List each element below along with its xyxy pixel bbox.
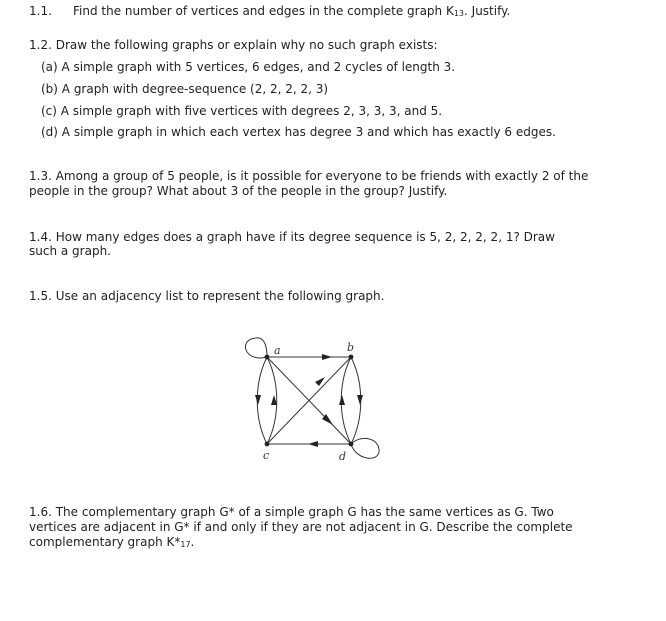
vertex-label-d: d: [339, 450, 347, 463]
vertex-b: [349, 355, 354, 360]
vertex-d: [349, 442, 354, 447]
directed-graph-figure: [236, 333, 386, 473]
question-1-2-item-c: (c) A simple graph with five vertices with degrees 2, 3, 3, 3, and 5.: [41, 104, 443, 118]
question-1-1-subscript: 13: [453, 9, 465, 18]
question-1-2-item-d: (d) A simple graph in which each vertex has degree 3 and which has exactly 6 edges.: [41, 125, 556, 139]
question-1-4-line-2: such a graph.: [29, 244, 111, 258]
loop-edge-d: [351, 438, 379, 458]
question-1-1: [29, 4, 510, 21]
vertex-label-b: b: [347, 341, 355, 354]
question-1-1-suffix: . Justify.: [464, 4, 511, 18]
question-1-3-line-2: people in the group? What about 3 of the people in the group? Justify.: [29, 184, 448, 198]
question-1-1-number: 1.1.: [29, 4, 52, 18]
arrow-c-b: [315, 377, 325, 386]
vertex-label-c: c: [263, 449, 270, 462]
arrow-a-b: [322, 354, 332, 360]
question-1-6-line-1: 1.6. The complementary graph G* of a simple graph G has the same vertices as G. Two: [29, 505, 554, 519]
arrow-a-c-right: [271, 395, 277, 405]
question-1-2-item-a: (a) A simple graph with 5 vertices, 6 edges, and 2 cycles of length 3.: [41, 60, 456, 74]
question-1-6-line-3-suffix: .: [190, 535, 195, 549]
question-1-6: [29, 505, 590, 535]
arrow-b-d-right: [357, 395, 363, 405]
question-1-4-line-1: 1.4. How many edges does a graph have if its degree sequence is 5, 2, 2, 2, 2, 1? Draw: [29, 230, 555, 244]
question-1-6-line-3: [29, 535, 194, 552]
question-1-6-line-2: vertices are adjacent in G* if and only if they are not adjacent in G. Describe the complete: [29, 520, 573, 534]
question-1-1-text: Find the number of vertices and edges in the complete graph K: [73, 4, 454, 18]
question-1-2-heading: 1.2. Draw the following graphs or explain why no such graph exists:: [29, 38, 438, 52]
vertex-label-a: a: [274, 344, 281, 357]
question-1-6-line-3-prefix: complementary graph K*: [29, 535, 181, 549]
vertex-c: [265, 442, 270, 447]
loop-edge-a: [245, 338, 267, 358]
question-1-3-line-1: 1.3. Among a group of 5 people, is it possible for everyone to be friends with exactly 2 of the: [29, 169, 589, 183]
vertex-a: [265, 355, 270, 360]
question-1-2-item-b: (b) A graph with degree-sequence (2, 2, 2, 2, 3): [41, 82, 329, 96]
question-1-6-line-3-subscript: 17: [180, 540, 191, 549]
arrow-b-d-left: [339, 395, 345, 405]
arrow-a-c-left: [255, 395, 261, 405]
question-1-5: 1.5. Use an adjacency list to represent the following graph.: [29, 289, 385, 303]
arrow-d-c: [308, 441, 318, 447]
